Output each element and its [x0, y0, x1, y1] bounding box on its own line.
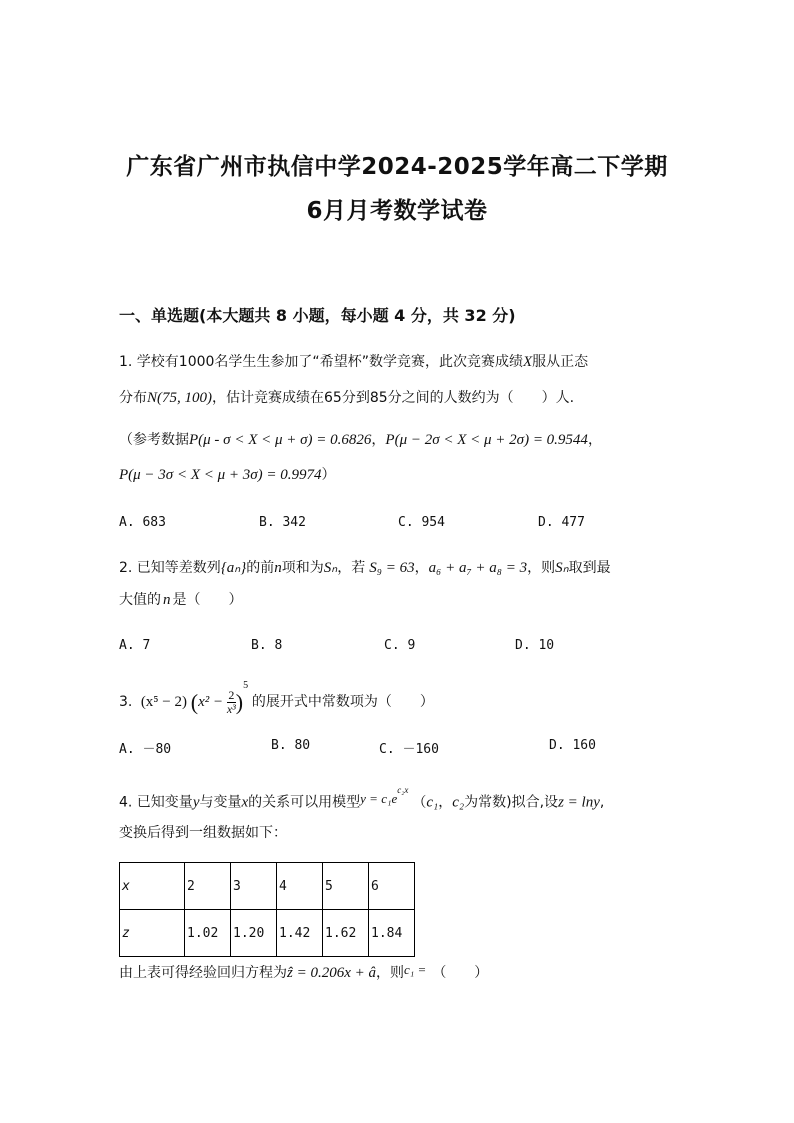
- q2-text-c: 项和为: [281, 560, 324, 576]
- q4-regression: ẑ = 0.206x + â: [287, 965, 376, 981]
- q1-option-d[interactable]: D. 477: [538, 515, 585, 530]
- q2-text-d: ，若: [337, 560, 366, 576]
- q1-option-b[interactable]: B. 342: [259, 515, 306, 530]
- q4-var-x: x: [241, 794, 249, 811]
- q1-question: ，估计竞赛成绩在65分到85分之间的人数约为（ ）人.: [212, 390, 575, 406]
- q1-reference-line1: （参考数据P(μ - σ < X < μ + σ) = 0.6826，P(μ − 2σ < X < μ + 2σ) = 0.9544，: [119, 432, 602, 448]
- q4-text-g: 由上表可得经验回归方程为: [119, 965, 287, 981]
- q3-option-c[interactable]: C. －160: [379, 742, 439, 757]
- table-cell: 1.84: [369, 910, 415, 957]
- q4-c1: c₁: [426, 794, 439, 811]
- q1-var-x: X: [522, 354, 533, 370]
- table-cell: 1.02: [185, 910, 231, 957]
- table-row-z: [120, 910, 415, 957]
- q2-sequence: {aₙ}: [220, 560, 247, 576]
- q4-text-a: 4. 已知变量: [119, 794, 193, 811]
- q3-option-d[interactable]: D. 160: [549, 738, 596, 753]
- q4-text-b: 与变量: [199, 794, 242, 811]
- q1-line2: [119, 388, 574, 408]
- q4-text-e: 为常数)拟合,设: [464, 794, 559, 811]
- table-cell-z-label: z: [120, 910, 185, 957]
- q1-line1: [119, 352, 588, 372]
- q2-text-a: 2. 已知等差数列: [119, 560, 221, 576]
- q2-n: n: [274, 560, 282, 576]
- table-cell: 1.42: [277, 910, 323, 957]
- q3-option-a[interactable]: A. －80: [119, 742, 172, 757]
- q1-ref-close: ）: [321, 467, 336, 483]
- q1-option-a[interactable]: A. 683: [119, 515, 166, 530]
- q3-factor-1: (x⁵ − 2): [140, 694, 187, 710]
- table-cell: 1.62: [323, 910, 369, 957]
- q1-option-c[interactable]: C. 954: [398, 515, 445, 530]
- q1-reference-line2: [119, 465, 336, 485]
- q2-text-f: 取到最: [568, 560, 611, 576]
- table-cell: 4: [277, 863, 323, 910]
- q1-ref-open: （参考数据: [119, 432, 189, 448]
- q2-condition-2: a₆ + a₇ + a₈ = 3: [428, 560, 528, 576]
- q1-ref-sigma3: P(μ − 3σ < X < μ + 3σ) = 0.9974: [119, 467, 322, 483]
- q4-answer-blank: （ ）: [432, 965, 489, 981]
- q2-text-g: 大值的: [119, 592, 161, 608]
- q2-option-a[interactable]: A. 7: [119, 638, 151, 653]
- q3-frac-den: x³: [226, 702, 236, 717]
- q3-line: [119, 680, 434, 717]
- q4-line2: 变换后得到一组数据如下：: [119, 825, 287, 841]
- q1-distribution: N(75, 100): [147, 390, 212, 406]
- q2-option-b[interactable]: B. 8: [251, 638, 283, 653]
- table-row-x: [120, 863, 415, 910]
- q3-power: 5: [243, 680, 249, 691]
- q4-model: y = c₁e: [360, 790, 398, 806]
- q1-ref-sigma1: P(μ - σ < X < μ + σ) = 0.6826: [189, 432, 372, 448]
- q4-model-exponent: c₂x: [397, 785, 409, 795]
- table-cell: 2: [185, 863, 231, 910]
- q4-text-c: 的关系可以用模型: [248, 794, 361, 811]
- q4-text-f: ,: [599, 794, 605, 811]
- q3-frac-num: 2: [228, 688, 235, 703]
- q4-line3: [119, 963, 488, 983]
- q2-line2: [119, 590, 243, 610]
- q2-condition-1: S₉ = 63: [369, 560, 415, 576]
- q2-text-b: 的前: [246, 560, 275, 576]
- q1-dist-label: 分布: [119, 390, 147, 406]
- q2-sn-2: Sₙ: [555, 560, 569, 576]
- q4-var-y: y: [192, 794, 200, 811]
- table-cell: 6: [369, 863, 415, 910]
- q2-n-2: n: [163, 592, 171, 608]
- q4-text-h: ，则: [376, 965, 404, 981]
- section-heading: 一、单选题(本大题共 8 小题，每小题 4 分，共 32 分): [119, 306, 516, 325]
- table-cell: 1.20: [231, 910, 277, 957]
- q1-text-start: 1. 学校有1000名学生生参加了“希望杯”数学竞赛，此次竞赛成绩: [119, 354, 523, 370]
- q3-question: 的展开式中常数项为（ ）: [251, 694, 434, 711]
- q2-option-c[interactable]: C. 9: [384, 638, 416, 653]
- q2-sn: Sₙ: [323, 560, 338, 576]
- q3-expression: (x⁵ − 2) (x² − $\frac{2}{\text{x³}}$ )$^5$: [140, 680, 249, 717]
- q4-c2: c₂: [452, 794, 465, 811]
- q1-text-end: 服从正态: [532, 354, 589, 370]
- q4-comma: ，: [438, 794, 453, 811]
- table-cell: 5: [323, 863, 369, 910]
- q3-factor-2-left: x² −: [198, 694, 224, 710]
- table-cell-x-label: x: [120, 863, 185, 910]
- q2-text-h: 是（ ）: [172, 592, 243, 608]
- q3-option-b[interactable]: B. 80: [271, 738, 311, 753]
- q3-number: 3.: [119, 694, 133, 711]
- exam-title-line2: 6月月考数学试卷: [306, 198, 488, 224]
- q4-text-d: （: [412, 794, 427, 811]
- q2-text-e: ，则: [527, 560, 556, 576]
- q4-c1-equals: c₁ =: [404, 962, 427, 977]
- q4-line1: [119, 785, 605, 813]
- q4-z-definition: z = lny: [558, 794, 600, 811]
- q4-data-table: [119, 862, 415, 957]
- q3-fraction: [227, 689, 236, 716]
- q2-line1: 2. 已知等差数列{aₙ}的前n项和为Sₙ，若 S₉ = 63，a₆ + a₇ + a₈ = 3，则Sₙ取到最: [119, 560, 611, 576]
- q1-ref-sigma2: P(μ − 2σ < X < μ + 2σ) = 0.9544: [385, 432, 588, 448]
- q2-option-d[interactable]: D. 10: [515, 638, 555, 653]
- exam-title-line1: 广东省广州市执信中学2024-2025学年高二下学期: [126, 154, 668, 180]
- table-cell: 3: [231, 863, 277, 910]
